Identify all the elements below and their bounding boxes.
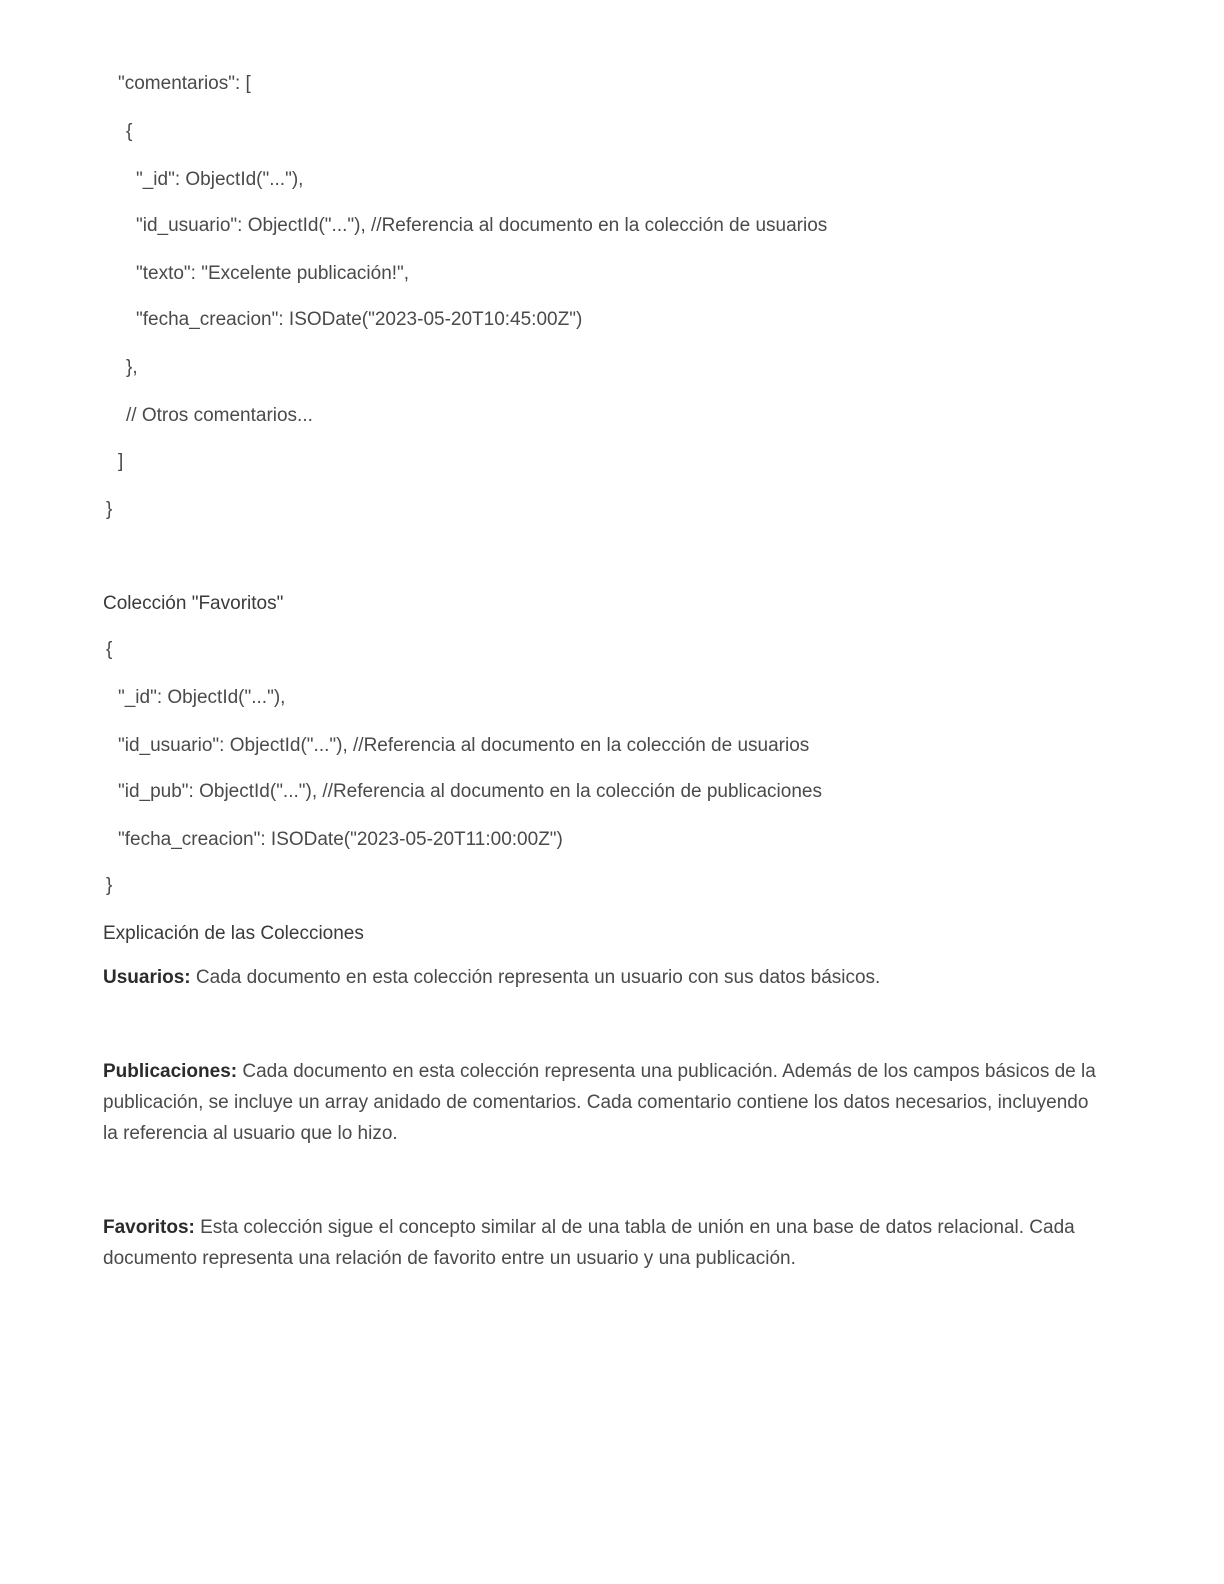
explanation-label: Favoritos: bbox=[103, 1217, 195, 1238]
explanation-label: Publicaciones: bbox=[103, 1061, 238, 1082]
code-line: "fecha_creacion": ISODate("2023-05-20T11:00:00Z") bbox=[118, 829, 563, 850]
explanation-text: Cada documento en esta colección representa una publicación. Además de los campos básicos de la publicación, se incluye un array anidado de comentarios. Cada comentario contiene los datos necesarios, incluyendo la referencia al usuario que lo hizo. bbox=[103, 1061, 1096, 1144]
explanation-publicaciones bbox=[103, 1056, 1103, 1149]
code-line: }, bbox=[126, 357, 138, 378]
code-line: { bbox=[106, 639, 113, 660]
code-line: "comentarios": [ bbox=[118, 73, 251, 94]
explanation-text: Cada documento en esta colección representa un usuario con sus datos básicos. bbox=[190, 967, 881, 988]
code-line: "fecha_creacion": ISODate("2023-05-20T10:45:00Z") bbox=[136, 309, 583, 330]
explanation-title: Explicación de las Colecciones bbox=[103, 923, 364, 944]
section-heading: Colección "Favoritos" bbox=[103, 593, 284, 614]
explanation-favoritos bbox=[103, 1212, 1103, 1274]
code-line: "id_usuario": ObjectId("..."), //Referencia al documento en la colección de usuarios bbox=[136, 215, 828, 236]
code-line: "texto": "Excelente publicación!", bbox=[136, 263, 410, 284]
explanation-label: Usuarios: bbox=[103, 967, 191, 988]
code-line: { bbox=[126, 121, 133, 142]
code-line: ] bbox=[118, 451, 124, 472]
code-line: "id_usuario": ObjectId("..."), //Referencia al documento en la colección de usuarios bbox=[118, 735, 810, 756]
code-line: "_id": ObjectId("..."), bbox=[136, 169, 304, 190]
code-line: "_id": ObjectId("..."), bbox=[118, 687, 286, 708]
code-line: "id_pub": ObjectId("..."), //Referencia al documento en la colección de publicaciones bbox=[118, 781, 822, 802]
explanation-usuarios bbox=[103, 962, 1103, 993]
code-line: } bbox=[106, 875, 113, 896]
explanation-text: Esta colección sigue el concepto similar al de una tabla de unión en una base de datos relacional. Cada documento representa una relación de favorito entre un usuario y una publicación. bbox=[103, 1217, 1075, 1269]
code-line: // Otros comentarios... bbox=[126, 405, 313, 426]
code-line: } bbox=[106, 499, 113, 520]
